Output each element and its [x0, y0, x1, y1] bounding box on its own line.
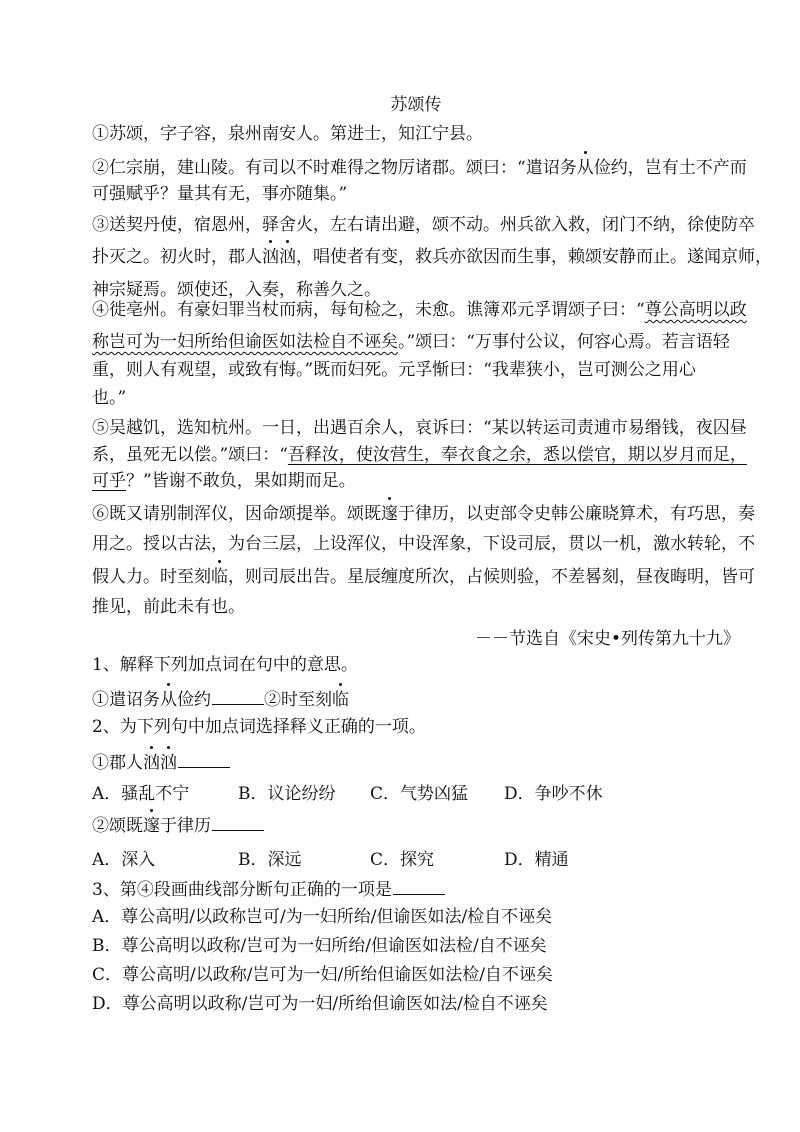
dotted-char: 临 — [211, 567, 228, 587]
paragraph-2-line-1: ②仁宗崩，建山陵。有司以不时难得之物厉诸郡。颂曰：“遣诏务从俭约，岂有土不产而 — [92, 158, 747, 178]
question-3-stem: 3、第④段画曲线部分断句正确的一项是 — [92, 876, 445, 901]
wavy-underline-text: 称岂可为一妇所绐但谕医如法检自不诬矣 — [92, 332, 398, 352]
paragraph-4-line-1: ④徙亳州。有豪妇罪当杖而病，每旬检之，未愈。谯簿邓元孚谓颂子曰：“尊公高明以政 — [92, 300, 747, 320]
dotted-char: 邃 — [143, 816, 160, 836]
paragraph-6-line-2: 用之。授以古法，为台三层，上设浑仪，中设浑象，下设司辰，贯以一机，激水转轮，不 — [92, 534, 755, 554]
underlined-text: 可乎 — [92, 471, 126, 491]
paragraph-4-line-4: 也。” — [92, 388, 127, 408]
option-a[interactable]: A．深入 — [92, 850, 156, 870]
question-3-option-c[interactable]: C．尊公高明/以政称/岂可为一妇/所绐但谕医如法检/自不诬矣 — [92, 965, 553, 985]
dotted-char: 汹 — [160, 753, 177, 773]
paragraph-1: ①苏颂，字子容，泉州南安人。第进士，知江宁县。 — [92, 124, 483, 144]
dotted-char: 从 — [576, 158, 594, 178]
question-3-option-d[interactable]: D．尊公高明以政称/岂可为一妇/所绐但谕医如法/检自不诬矣 — [92, 994, 548, 1014]
answer-blank[interactable] — [212, 686, 264, 705]
paragraph-3-line-3: 神宗疑焉。颂使还，入奏，称善久之。 — [92, 280, 381, 300]
paragraph-2-line-2: 可强赋乎？量其有无，事亦随集。” — [92, 184, 348, 204]
paragraph-5-line-1: ⑤吴越饥，选知杭州。一日，出遇百余人，哀诉曰：“某以转运司责逋市易缗钱，夜囚昼 — [92, 418, 747, 438]
underlined-text: 吾释汝，使汝营生，奉衣食之余，悉以偿官，期以岁月而足， — [287, 445, 747, 465]
option-a[interactable]: A．骚乱不宁 — [92, 784, 190, 804]
answer-blank[interactable] — [212, 812, 264, 831]
paragraph-5-line-2: 系，虽死无以偿。”颂曰：“吾释汝，使汝营生，奉衣食之余，悉以偿官，期以岁月而足， — [92, 445, 747, 465]
question-3-option-a[interactable]: A．尊公高明/以政称岂可/为一妇所绐/但谕医如法/检自不诬矣 — [92, 907, 553, 927]
wavy-underline-text: 尊公高明以政 — [644, 300, 747, 320]
answer-blank[interactable] — [393, 876, 445, 895]
paragraph-6-line-3: 假人力。时至刻临，则司辰出告。星辰缠度所次，占候则验，不差晷刻，昼夜晦明，皆可 — [92, 567, 755, 587]
dotted-char: 从 — [160, 690, 177, 710]
question-2-item-1: ①郡人汹汹 — [92, 749, 230, 774]
dotted-char: 汹 — [262, 247, 279, 267]
question-1-stem: 1、解释下列加点词在句中的意思。 — [92, 655, 358, 675]
question-2-item-2: ②颂既邃于律历 — [92, 812, 264, 837]
option-b[interactable]: B．议论纷纷 — [238, 784, 336, 804]
source-citation: －－节选自《宋史•列传第九十九》 — [474, 629, 740, 649]
question-1-items: ①遣诏务从俭约 ②时至刻临 — [92, 686, 349, 711]
paragraph-3-line-1: ③送契丹使，宿恩州，驿舍火，左右请出避，颂不动。州兵欲入救，闭门不纳，徐使防卒 — [92, 215, 755, 235]
dotted-char: 汹 — [279, 247, 296, 267]
option-b[interactable]: B．深远 — [238, 850, 302, 870]
dotted-char: 汹 — [143, 753, 160, 773]
paragraph-5-line-3: 可乎？”皆谢不敢负，果如期而足。 — [92, 471, 356, 491]
option-c[interactable]: C．探究 — [370, 850, 435, 870]
paragraph-6-line-4: 推见，前此未有也。 — [92, 597, 245, 617]
dotted-char: 临 — [332, 690, 349, 710]
page-title: 苏颂传 — [390, 95, 442, 115]
paragraph-3-line-2: 扑灭之。初火时，郡人汹汹，唱使者有变，救兵亦欲因而生事，赖颂安静而止。遂闻京师， — [92, 247, 772, 267]
answer-blank[interactable] — [178, 749, 230, 768]
dotted-char: 邃 — [381, 504, 398, 524]
paragraph-6-line-1: ⑥既又请别制浑仪，因命颂提举。颂既邃于律历，以吏部令史韩公廉晓算术，有巧思，奏 — [92, 504, 755, 524]
option-c[interactable]: C．气势凶猛 — [370, 784, 469, 804]
question-2-stem: 2、为下列句中加点词选择释义正确的一项。 — [92, 717, 426, 737]
paragraph-4-line-3: 重，则人有观望，或致有悔。”既而妇死。元孚惭曰：“我辈狭小，岂可测公之用心 — [92, 360, 696, 380]
option-d[interactable]: D．争吵不休 — [504, 784, 603, 804]
paragraph-4-line-2: 称岂可为一妇所绐但谕医如法检自不诬矣。”颂曰：“万事付公议，何容心焉。若言语轻 — [92, 332, 730, 352]
option-d[interactable]: D．精通 — [504, 850, 569, 870]
question-3-option-b[interactable]: B．尊公高明以政称/岂可为一妇所绐/但谕医如法检/自不诬矣 — [92, 936, 547, 956]
